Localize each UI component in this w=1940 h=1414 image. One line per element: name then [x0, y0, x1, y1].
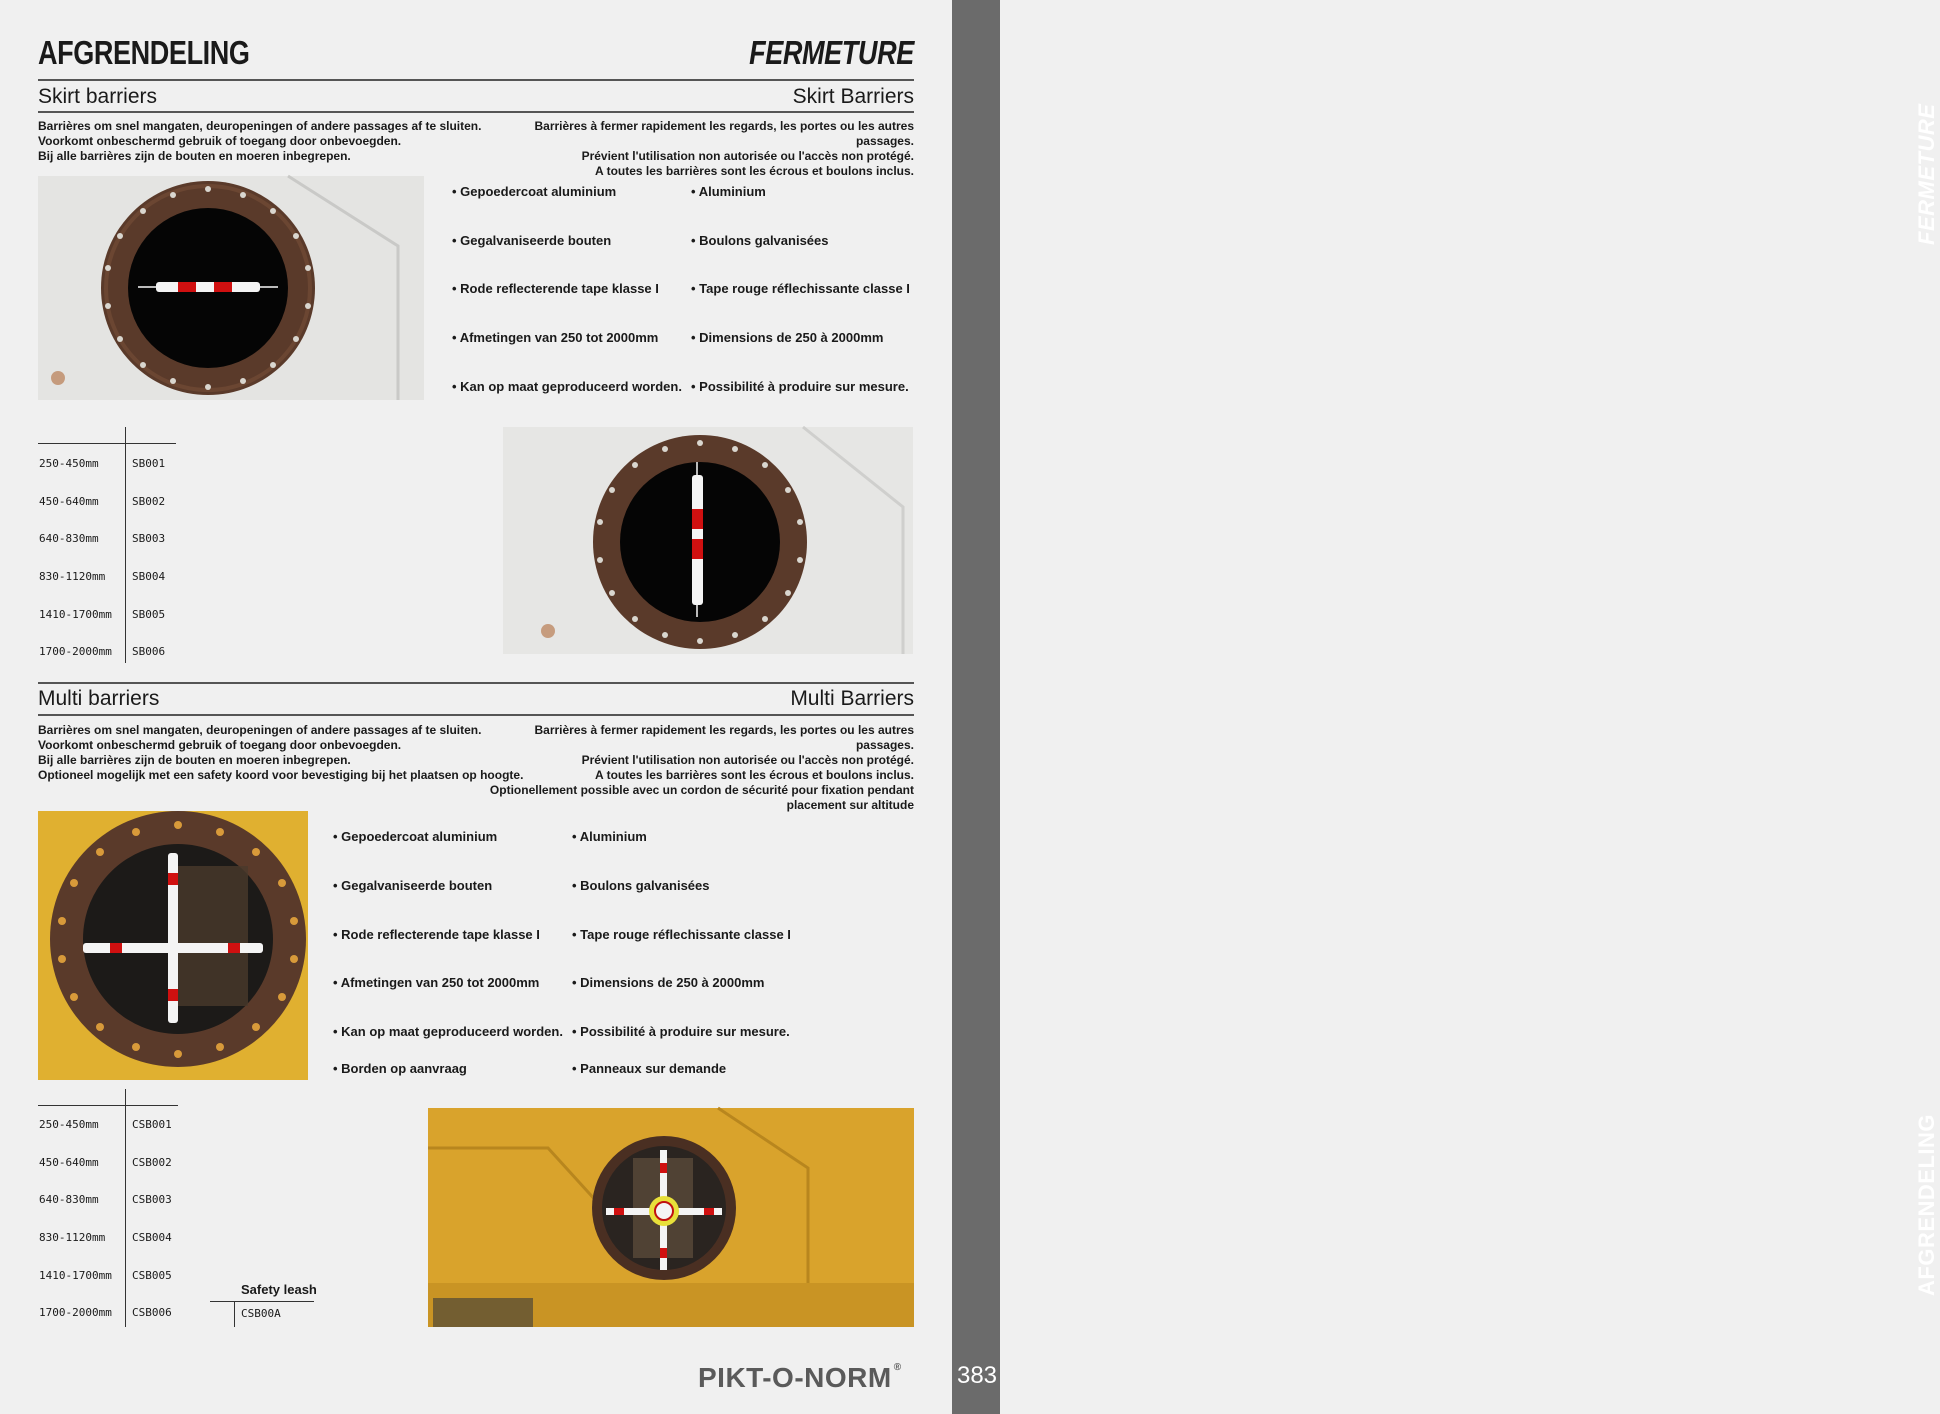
description-fr — [484, 119, 914, 179]
section-divider — [38, 111, 914, 113]
page-title-fr: FERMETURE — [749, 34, 914, 71]
description-line: Barrières om snel mangaten, deuropeningen of andere passages af te sluiten. — [38, 119, 482, 133]
feature-nl: • Gegalvaniseerde bouten — [333, 878, 492, 893]
table-header-rule — [38, 1105, 178, 1106]
feature-fr: • Dimensions de 250 à 2000mm — [691, 330, 883, 345]
safety-leash-title: Safety leash — [241, 1282, 317, 1297]
feature-fr: • Tape rouge réflechissante classe I — [691, 281, 910, 296]
size-cell: 1700-2000mm — [39, 1306, 112, 1319]
feature-fr: • Boulons galvanisées — [572, 878, 710, 893]
code-cell: SB005 — [132, 608, 166, 621]
size-cell: 830-1120mm — [39, 1231, 106, 1244]
feature-fr: • Dimensions de 250 à 2000mm — [572, 975, 764, 990]
size-cell: 830-1120mm — [39, 570, 106, 583]
description-line: Optionellement possible avec un cordon de sécurité pour fixation pendant placement sur altitude — [489, 783, 914, 812]
skirt-barrier-photo — [38, 176, 424, 400]
description-line: Bij alle barrières zijn de bouten en moeren inbegrepen. — [38, 753, 351, 767]
feature-fr: • Possibilité à produire sur mesure. — [572, 1024, 790, 1039]
feature-nl: • Afmetingen van 250 tot 2000mm — [333, 975, 539, 990]
table-column-rule — [125, 427, 126, 663]
size-table — [38, 427, 178, 663]
section-divider — [38, 682, 914, 684]
registered-mark: ® — [893, 1362, 902, 1373]
description-line: Barrières à fermer rapidement les regards, les portes ou les autres passages. — [534, 119, 914, 148]
description-line: A toutes les barrières sont les écrous et boulons inclus. — [595, 768, 914, 782]
description-nl — [38, 119, 498, 164]
description-line: Barrières om snel mangaten, deuropeningen of andere passages af te sluiten. — [38, 723, 482, 737]
header-divider — [38, 79, 914, 81]
section-title-fr: Skirt Barriers — [792, 85, 914, 108]
feature-nl: • Kan op maat geproduceerd worden. — [333, 1024, 563, 1039]
size-cell: 640-830mm — [39, 532, 99, 545]
side-tab-label-top: FERMETURE — [1914, 103, 1939, 245]
code-cell: CSB004 — [132, 1231, 172, 1244]
feature-fr: • Tape rouge réflechissante classe I — [572, 927, 791, 942]
code-cell: CSB002 — [132, 1156, 172, 1169]
feature-nl: • Borden op aanvraag — [333, 1061, 467, 1076]
description-line: A toutes les barrières sont les écrous et boulons inclus. — [595, 164, 914, 178]
description-nl — [38, 723, 524, 783]
size-table — [38, 1089, 180, 1327]
size-cell: 450-640mm — [39, 1156, 99, 1169]
size-cell: 1410-1700mm — [39, 1269, 112, 1282]
size-cell: 1700-2000mm — [39, 645, 112, 658]
section-divider — [38, 714, 914, 716]
page-number: 383 — [956, 1362, 998, 1389]
feature-fr: • Possibilité à produire sur mesure. — [691, 379, 909, 394]
description-line: Voorkomt onbeschermd gebruik of toegang door onbevoegden. — [38, 738, 402, 752]
section-title-nl: Skirt barriers — [38, 85, 158, 108]
safety-leash-table — [210, 1300, 314, 1328]
feature-fr: • Aluminium — [572, 829, 647, 844]
description-line: Barrières à fermer rapidement les regards, les portes ou les autres passages. — [534, 723, 914, 752]
size-cell: 640-830mm — [39, 1193, 99, 1206]
size-cell: 250-450mm — [39, 457, 99, 470]
section-title-fr: Multi Barriers — [790, 687, 914, 710]
code-cell: SB002 — [132, 495, 166, 508]
code-cell: CSB005 — [132, 1269, 172, 1282]
code-cell: SB004 — [132, 570, 166, 583]
skirt-barrier-vertical-photo — [503, 427, 913, 654]
feature-nl: • Kan op maat geproduceerd worden. — [452, 379, 682, 394]
code-cell: CSB00A — [241, 1307, 281, 1320]
feature-nl: • Rode reflecterende tape klasse I — [452, 281, 659, 296]
table-column-rule — [125, 1089, 126, 1327]
code-cell: SB001 — [132, 457, 166, 470]
brand-logo — [698, 1362, 902, 1394]
code-cell: CSB006 — [132, 1306, 172, 1319]
code-cell: SB003 — [132, 532, 166, 545]
feature-fr: • Boulons galvanisées — [691, 233, 829, 248]
multi-barrier-photo — [38, 811, 308, 1080]
brand-logo-text: PIKT-O-NORM — [698, 1362, 892, 1393]
feature-fr: • Panneaux sur demande — [572, 1061, 726, 1076]
code-cell: CSB001 — [132, 1118, 172, 1131]
description-line: Prévient l'utilisation non autorisée ou l'accès non protégé. — [581, 149, 914, 163]
table-column-rule — [234, 1301, 235, 1327]
description-line: Voorkomt onbeschermd gebruik of toegang door onbevoegden. — [38, 134, 402, 148]
side-tab-label-bottom: AFGRENDELING — [1914, 1114, 1939, 1296]
feature-nl: • Gepoedercoat aluminium — [452, 184, 616, 199]
table-header-rule — [38, 443, 176, 444]
description-fr — [484, 723, 914, 813]
size-cell: 450-640mm — [39, 495, 99, 508]
feature-fr: • Aluminium — [691, 184, 766, 199]
size-cell: 250-450mm — [39, 1118, 99, 1131]
size-cell: 1410-1700mm — [39, 608, 112, 621]
code-cell: CSB003 — [132, 1193, 172, 1206]
feature-nl: • Gepoedercoat aluminium — [333, 829, 497, 844]
section-title-nl: Multi barriers — [38, 687, 160, 710]
feature-nl: • Rode reflecterende tape klasse I — [333, 927, 540, 942]
page-title-nl: AFGRENDELING — [38, 34, 250, 71]
description-line: Optioneel mogelijk met een safety koord voor bevestiging bij het plaatsen op hoogte. — [38, 768, 524, 782]
description-line: Bij alle barrières zijn de bouten en moeren inbegrepen. — [38, 149, 351, 163]
feature-nl: • Gegalvaniseerde bouten — [452, 233, 611, 248]
code-cell: SB006 — [132, 645, 166, 658]
description-line: Prévient l'utilisation non autorisée ou l'accès non protégé. — [581, 753, 914, 767]
feature-nl: • Afmetingen van 250 tot 2000mm — [452, 330, 658, 345]
multi-barrier-tank-photo — [428, 1108, 914, 1327]
table-header-rule — [210, 1301, 314, 1302]
